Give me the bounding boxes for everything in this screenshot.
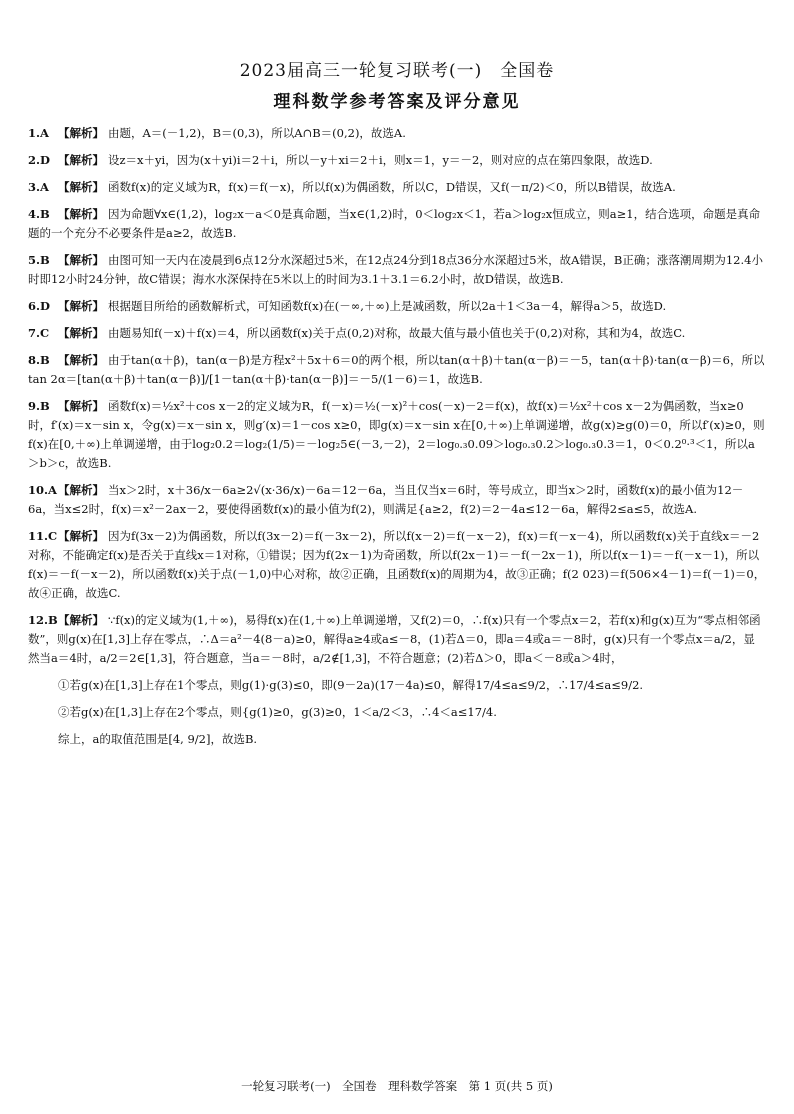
answer-item — [28, 351, 766, 389]
analysis-tag: 【解析】 — [58, 353, 104, 367]
analysis-tag: 【解析】 — [58, 153, 104, 167]
answer-item — [28, 397, 766, 473]
answer-text: 根据题目所给的函数解析式，可知函数f(x)在(－∞,＋∞)上是减函数，所以2a＋1＜3a－4，解得a＞5，故选D. — [108, 299, 667, 313]
answer-item — [28, 297, 766, 316]
analysis-tag: 【解析】 — [58, 253, 104, 267]
analysis-tag: 【解析】 — [58, 483, 104, 497]
answer-number: 9.B — [28, 399, 50, 413]
answer-text: 因为命题∀x∈(1,2)，log₂x－a＜0是真命题，当x∈(1,2)时，0＜log₂x＜1，若a＞log₂x恒成立，则a≥1，结合选项，命题是真命题的一个充分不必要条件是a≥2，故选B. — [28, 207, 761, 240]
answer-text: 函数f(x)的定义域为R，f(x)＝f(－x)，所以f(x)为偶函数，所以C，D错误，又f(－π/2)＜0，所以B错误，故选A. — [108, 180, 676, 194]
answer-item — [28, 527, 766, 603]
analysis-tag: 【解析】 — [58, 399, 104, 413]
answer-list — [28, 124, 766, 668]
analysis-tag: 【解析】 — [58, 299, 104, 313]
answer-text: 设z＝x＋yi，因为(x＋yi)i＝2＋i，所以－y＋xi＝2＋i，则x＝1，y＝－2，则对应的点在第四象限，故选D. — [108, 153, 653, 167]
answer-number: 7.C — [28, 326, 50, 340]
answer-text: ∵f(x)的定义域为(1,＋∞)，易得f(x)在(1,＋∞)上单调递增，又f(2)＝0，∴f(x)只有一个零点x＝2，若f(x)和g(x)互为“零点相邻函数”，则g(x)在[1,3]上存在零点，∴Δ＝a²－4(8－a)≥0，解得a≥4或a≤－8，(1)若Δ＝0，即a＝4或a＝－8时，g(x)只有一个零点x＝a/2，显然当a＝4时，a/2＝2∈[1,3]，符合题意，当a＝－8时，a/2∉[1,3]，不符合题意；(2)若Δ＞0，即a＜－8或a＞4时， — [28, 613, 761, 665]
answer-text: 由题，A＝(－1,2)，B＝(0,3)，所以A∩B＝(0,2)，故选A. — [108, 126, 406, 140]
answer-text: 函数f(x)＝½x²＋cos x－2的定义域为R，f(－x)＝½(－x)²＋cos(－x)－2＝f(x)，故f(x)＝½x²＋cos x－2为偶函数，当x≥0时，f′(x)＝x－sin x，令g(x)＝x－sin x，则g′(x)＝1－cos x≥0，即g(x)＝x－sin x在[0,＋∞)上单调递增，故g(x)≥g(0)＝0，所以f′(x)≥0，则f(x)在[0,＋∞)上单调递增，由于log₂0.2＝log₂(1/5)＝－log₂5∈(－3,－2)，2＝log₀.₃0.09＞log₀.₃0.2＞log₀.₃0.3＝1，0＜0.2⁰·³＜1，所以a＞b＞c，故选B. — [28, 399, 765, 470]
page-footer: 一轮复习联考(一) 全国卷 理科数学答案 第 1 页(共 5 页) — [241, 1079, 553, 1093]
answer-number: 1.A — [28, 126, 49, 140]
answer-number: 5.B — [28, 253, 50, 267]
answer-item — [28, 611, 766, 668]
answer-item — [28, 124, 766, 143]
answer-item — [28, 178, 766, 197]
answer-number: 2.D — [28, 153, 50, 167]
answer-number: 10.A — [28, 483, 57, 497]
case-two: ②若g(x)在[1,3]上存在2个零点，则{g(1)≥0，g(3)≥0，1＜a/2＜3，∴4＜a≤17/4. — [58, 705, 497, 719]
answer-text: 当x＞2时，x＋36/x－6a≥2√(x·36/x)－6a＝12－6a，当且仅当x＝6时，等号成立，即当x＞2时，函数f(x)的最小值为12－6a，当x≤2时，f(x)＝x²－2ax－2，要使得函数f(x)的最小值为f(2)，则满足{a≥2，f(2)＝2－4a≤12－6a，解得2≤a≤5，故选A. — [28, 483, 744, 516]
conclusion: 综上，a的取值范围是[4, 9/2]，故选B. — [58, 732, 258, 746]
answer-number: 4.B — [28, 207, 50, 221]
case-one: ①若g(x)在[1,3]上存在1个零点，则g(1)·g(3)≤0，即(9－2a)(17－4a)≤0，解得17/4≤a≤9/2，∴17/4≤a≤9/2. — [58, 678, 644, 692]
answer-text: 由图可知一天内在凌晨到6点12分水深超过5米，在12点24分到18点36分水深超过5米，故A错误，B正确；涨落潮周期为12.4小时即12小时24分钟，故C错误；海水水深保持在5米以上的时间为3.1＋3.1＝6.2小时，故D错误，故选B. — [28, 253, 763, 286]
analysis-tag: 【解析】 — [58, 326, 104, 340]
answer-item — [28, 251, 766, 289]
analysis-tag: 【解析】 — [58, 529, 104, 543]
analysis-tag: 【解析】 — [58, 613, 104, 627]
answer-item — [28, 151, 766, 170]
analysis-tag: 【解析】 — [58, 180, 104, 194]
answer-text: 因为f(3x－2)为偶函数，所以f(3x－2)＝f(－3x－2)，所以f(x－2)＝f(－x－2)，f(x)＝f(－x－4)，所以函数f(x)关于直线x＝－2对称，不能确定f(x)是否关于直线x＝1对称，①错误；因为f(2x－1)为奇函数，所以f(2x－1)＝－f(－2x－1)，所以f(x－1)＝－f(－x－1)，所以f(x)＝－f(－x－2)，所以函数f(x)关于点(－1,0)中心对称，故②正确，且函数f(x)的周期为4，故③正确；f(2 023)＝f(506×4－1)＝f(－1)＝0，故④正确，故选C. — [28, 529, 766, 600]
answer-number: 8.B — [28, 353, 50, 367]
analysis-tag: 【解析】 — [58, 126, 104, 140]
answer-number: 11.C — [28, 529, 58, 543]
answer-text: 由题易知f(－x)＋f(x)＝4，所以函数f(x)关于点(0,2)对称，故最大值与最小值也关于(0,2)对称，其和为4，故选C. — [108, 326, 686, 340]
analysis-tag: 【解析】 — [58, 207, 104, 221]
answer-text: 由于tan(α＋β)，tan(α－β)是方程x²＋5x＋6＝0的两个根，所以tan(α＋β)＋tan(α－β)＝－5，tan(α＋β)·tan(α－β)＝6，所以tan 2α＝[tan(α＋β)＋tan(α－β)]/[1－tan(α＋β)·tan(α－β)]＝－5/(1－6)＝1，故选B. — [28, 353, 765, 386]
answer-item — [28, 324, 766, 343]
answer-item — [28, 481, 766, 519]
page-subtitle: 理科数学参考答案及评分意见 — [273, 92, 521, 112]
page-title: 2023届高三一轮复习联考(一) 全国卷 — [239, 61, 555, 81]
answer-number: 12.B — [28, 613, 58, 627]
answer-item — [28, 205, 766, 243]
answer-number: 6.D — [28, 299, 50, 313]
answer-number: 3.A — [28, 180, 49, 194]
